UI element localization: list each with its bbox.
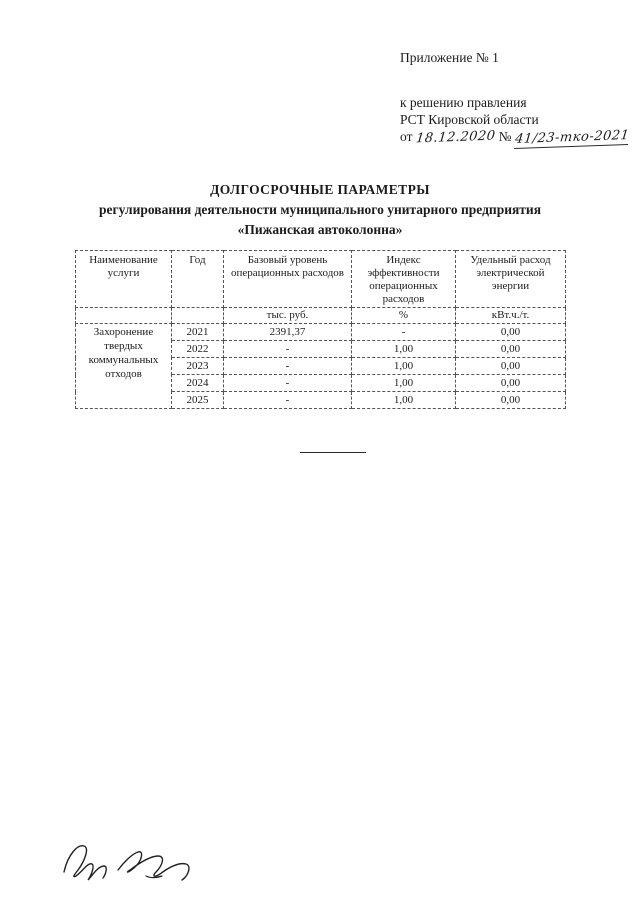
cell-year: 2022: [172, 341, 224, 358]
units-index: %: [352, 308, 456, 324]
units-base: тыс. руб.: [224, 308, 352, 324]
signature: [58, 832, 208, 887]
date-prefix: от: [400, 129, 413, 144]
cell-year: 2023: [172, 358, 224, 375]
table-row: [76, 324, 566, 341]
header-service: Наименование услуги: [76, 251, 172, 308]
decision-block: [400, 94, 629, 147]
units-energy: кВт.ч./т.: [456, 308, 566, 324]
decision-line-1: к решению правления: [400, 95, 527, 110]
cell-index: -: [352, 324, 456, 341]
title-line-2: регулирования деятельности муниципального унитарного предприятия: [98, 202, 542, 217]
decision-line-2: РСТ Кировской области: [400, 112, 539, 127]
title-line-3: «Пижанская автоколонна»: [237, 222, 403, 237]
cell-base: -: [224, 375, 352, 392]
parameters-table: [75, 250, 566, 409]
cell-index: 1,00: [352, 375, 456, 392]
cell-index: 1,00: [352, 358, 456, 375]
handwritten-date: 18.12.2020: [415, 128, 497, 147]
handwritten-number: 41/23-тко-2021: [514, 127, 630, 149]
separator-line: [300, 452, 366, 453]
cell-service-name: Захоронение твердых коммунальных отходов: [76, 324, 172, 409]
units-year-empty: [172, 308, 224, 324]
header-year: Год: [172, 251, 224, 308]
appendix-label: Приложение № 1: [400, 50, 499, 65]
cell-index: 1,00: [352, 341, 456, 358]
cell-energy: 0,00: [456, 324, 566, 341]
cell-index: 1,00: [352, 392, 456, 409]
cell-year: 2021: [172, 324, 224, 341]
cell-energy: 0,00: [456, 341, 566, 358]
cell-year: 2024: [172, 375, 224, 392]
cell-base: -: [224, 392, 352, 409]
cell-energy: 0,00: [456, 375, 566, 392]
cell-base: -: [224, 341, 352, 358]
cell-year: 2025: [172, 392, 224, 409]
table-units-row: [76, 308, 566, 324]
units-service-empty: [76, 308, 172, 324]
cell-energy: 0,00: [456, 392, 566, 409]
document-title: [0, 180, 640, 240]
header-base: Базовый уровень операционных расходов: [224, 251, 352, 308]
header-energy: Удельный расход электрической энергии: [456, 251, 566, 308]
cell-base: 2391,37: [224, 324, 352, 341]
table-header-row: [76, 251, 566, 308]
header-index: Индекс эффективности операционных расходов: [352, 251, 456, 308]
number-prefix: №: [498, 129, 512, 144]
title-line-1: ДОЛГОСРОЧНЫЕ ПАРАМЕТРЫ: [210, 182, 430, 197]
cell-base: -: [224, 358, 352, 375]
cell-energy: 0,00: [456, 358, 566, 375]
decision-date-line: [400, 128, 629, 147]
